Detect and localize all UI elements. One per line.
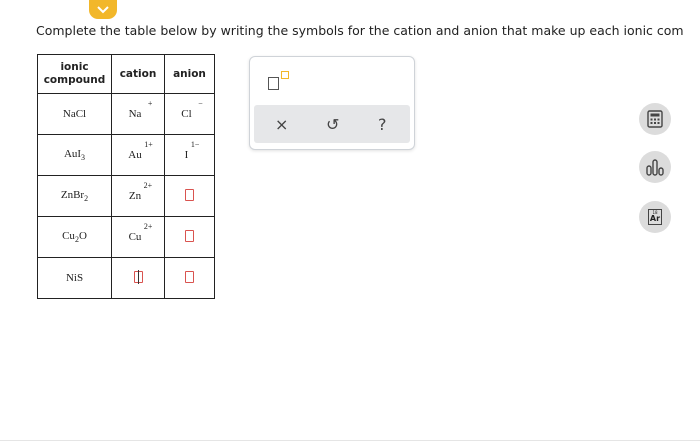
cation-cell[interactable]: Na +	[112, 94, 165, 135]
table-row	[38, 176, 215, 217]
cation-input-cell[interactable]	[112, 258, 165, 299]
periodic-table-button[interactable]	[639, 201, 671, 233]
table-row	[38, 94, 215, 135]
anion-input-cell[interactable]	[165, 176, 215, 217]
cation-answer-box-active[interactable]	[134, 271, 143, 283]
bottom-divider	[0, 440, 700, 441]
undo-button[interactable]: ↺	[326, 115, 340, 134]
clear-button[interactable]: ×	[275, 115, 289, 134]
cation-cell[interactable]: Zn 2+	[112, 176, 165, 217]
header-anion: anion	[165, 55, 215, 94]
ionic-compound-table	[37, 54, 215, 299]
chevron-down-icon	[97, 6, 109, 14]
cation-cell[interactable]: Cu 2+	[112, 217, 165, 258]
calculator-icon	[647, 110, 663, 128]
anion-input-cell[interactable]	[165, 258, 215, 299]
bar-chart-icon	[645, 158, 665, 176]
help-button[interactable]: ?	[378, 115, 387, 134]
input-palette	[249, 56, 415, 150]
anion-answer-box[interactable]	[185, 189, 194, 201]
calculator-button[interactable]	[639, 103, 671, 135]
instructions-text: Complete the table below by writing the symbols for the cation and anion that make up each ionic com	[36, 23, 684, 38]
table-row	[38, 258, 215, 299]
anion-input-cell[interactable]	[165, 217, 215, 258]
anion-cell[interactable]: Cl −	[165, 94, 215, 135]
collapse-toggle[interactable]	[89, 0, 117, 19]
periodic-element-icon: 18 Ar	[649, 210, 661, 223]
header-compound: ionic compound	[38, 55, 112, 94]
compound-cell: NiS	[38, 258, 112, 299]
compound-cell: NaCl	[38, 94, 112, 135]
table-row	[38, 217, 215, 258]
anion-cell[interactable]: I 1−	[165, 135, 215, 176]
cation-cell[interactable]: Au 1+	[112, 135, 165, 176]
compound-cell: $Cu_2O$	[38, 217, 112, 258]
data-chart-button[interactable]	[639, 151, 671, 183]
anion-answer-box[interactable]	[185, 271, 194, 283]
superscript-template-button[interactable]	[268, 71, 290, 93]
palette-actions	[254, 105, 410, 143]
table-row	[38, 135, 215, 176]
header-cation: cation	[112, 55, 165, 94]
compound-cell: AuI$_3$	[38, 135, 112, 176]
compound-cell: ZnBr$_2$	[38, 176, 112, 217]
anion-answer-box[interactable]	[185, 230, 194, 242]
